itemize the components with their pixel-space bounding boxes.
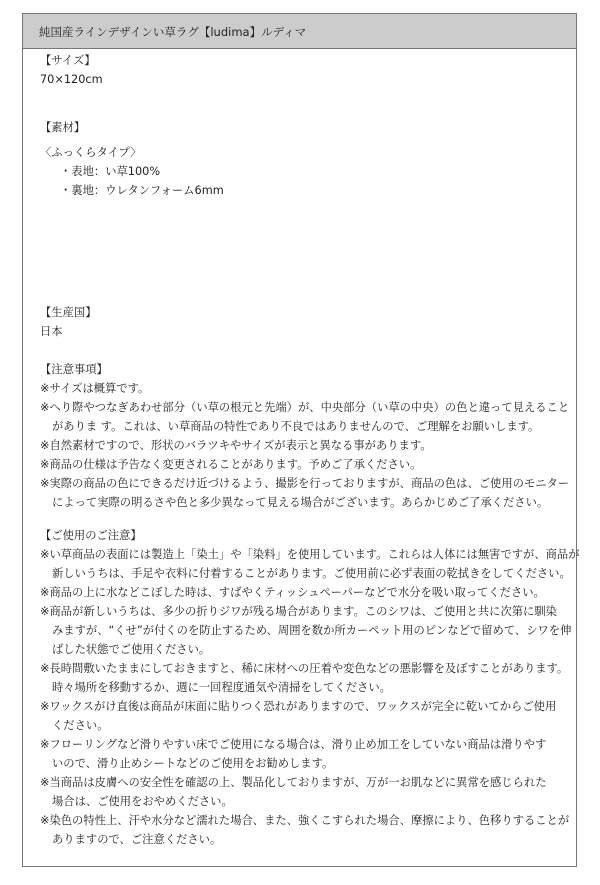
material-heading: 【素材】 [40,121,86,134]
item-text: ※長時間敷いたままにしておきますと、稀に床材への圧着や変色などの悪影響を及ぼすことがあります。 [40,662,569,675]
item-text-continued: によって実際の明るさや色と多少異なって見える場合がございます。あらかじめご了承ください。 [52,496,549,509]
list-item [40,697,566,735]
item-text: ※商品の仕様は予告なく変更されることがあります。予めご了承ください。 [40,458,422,471]
item-text: ※フローリングなど滑りやすい床でご使用になる場合は、滑り止め加工をしていない商品は滑りやす [40,738,547,751]
notes-heading: 【注意事項】 [40,363,108,376]
item-text-continued: 時々場所を移動するか、週に一回程度通気や清掃をしてください。 [52,681,391,694]
usage-list [40,545,580,849]
item-text: ※い草商品の表面には製造上「染土」や「染料」を使用しています。これらは人体には無害ですが、商品が [40,548,580,561]
usage-heading: 【ご使用のご注意】 [40,529,142,542]
list-item [40,436,566,455]
product-spec-panel [22,13,580,867]
material-section [40,118,566,200]
size-section [40,51,566,89]
title-bar [23,14,576,49]
item-text-continued: 場合は、ご使用をおやめください。 [52,795,233,808]
item-text: ※実際の商品の色にできるだけ近づけるよう、撮影を行っておりますが、商品の色は、ご使用のモニター [40,477,570,490]
size-heading: 【サイズ】 [40,54,96,67]
list-item [40,379,566,398]
origin-value: 日本 [40,325,63,338]
notes-list [40,379,570,512]
list-item [40,773,566,811]
origin-heading: 【生産国】 [40,306,97,319]
item-text-continued: みますが、“くせ”が付くのを防止するため、周囲を数か所カーペット用のピンなどで留めて、シワを伸 [52,624,572,637]
item-text-continued: がありま す。これは、い草商品の特性であり不良ではありませんので、ご理解をお願いします。 [52,420,540,433]
list-item [40,811,570,849]
list-item [40,474,570,512]
item-text: ※商品が新しいうちは、多少の折りジワが残る場合があります。このシワは、ご使用と共に次第に馴染 [40,605,557,618]
item-text: ※当商品は皮膚への安全性を確認の上、製品化しておりますが、万が一お肌などに異常を感じられた [40,776,547,789]
item-text-continued: ばした状態でご使用ください。 [52,643,211,656]
material-item: ・裏地：ウレタンフォーム6mm [60,184,224,197]
origin-section [40,303,566,341]
item-text-continued: いので、滑り止めシートなどのご使用をお勧めします。 [52,757,334,770]
list-item [40,735,566,773]
list-item [40,602,572,659]
item-text: ※染色の特性上、汗や水分など濡れた場合、また、強くこすられた場合、摩擦により、色移りすることが [40,814,570,827]
notes-section [40,360,570,512]
usage-section [40,526,580,849]
list-item [40,545,580,583]
item-text-continued: ありますので、ご注意ください。 [52,833,222,846]
item-text: ※ワックスがけ直後は商品が床面に貼りつく恐れがありますので、ワックスが完全に乾いてからご使用 [40,700,557,713]
item-text: ※商品の上に水などこぼした時は、すばやくティッシュペーパーなどで水分を吸い取ってください。 [40,586,545,599]
item-text-continued: 新しいうちは、手足や衣料に付着することがあります。ご使用前に必ず表面の乾拭きをしてください。 [52,567,571,580]
size-value: 70×120cm [40,73,103,86]
list-item [40,659,569,697]
item-text: ※サイズは概算です。 [40,382,150,395]
list-item [40,455,566,474]
item-text: ※自然素材ですので、形状のバラツキやサイズが表示と異なる事があります。 [40,439,432,452]
list-item [40,398,570,436]
product-title: 純国産ラインデザインい草ラグ【ludima】ルディマ [39,25,307,39]
list-item [40,583,566,602]
item-text-continued: ください。 [52,719,109,732]
material-item: ・表地：い草100% [60,165,161,178]
material-type: 〈ふっくらタイプ〉 [40,146,142,159]
item-text: ※へり際やつなぎあわせ部分（い草の根元と先端）が、中央部分（い草の中央）の色と違って見えること [40,401,570,414]
